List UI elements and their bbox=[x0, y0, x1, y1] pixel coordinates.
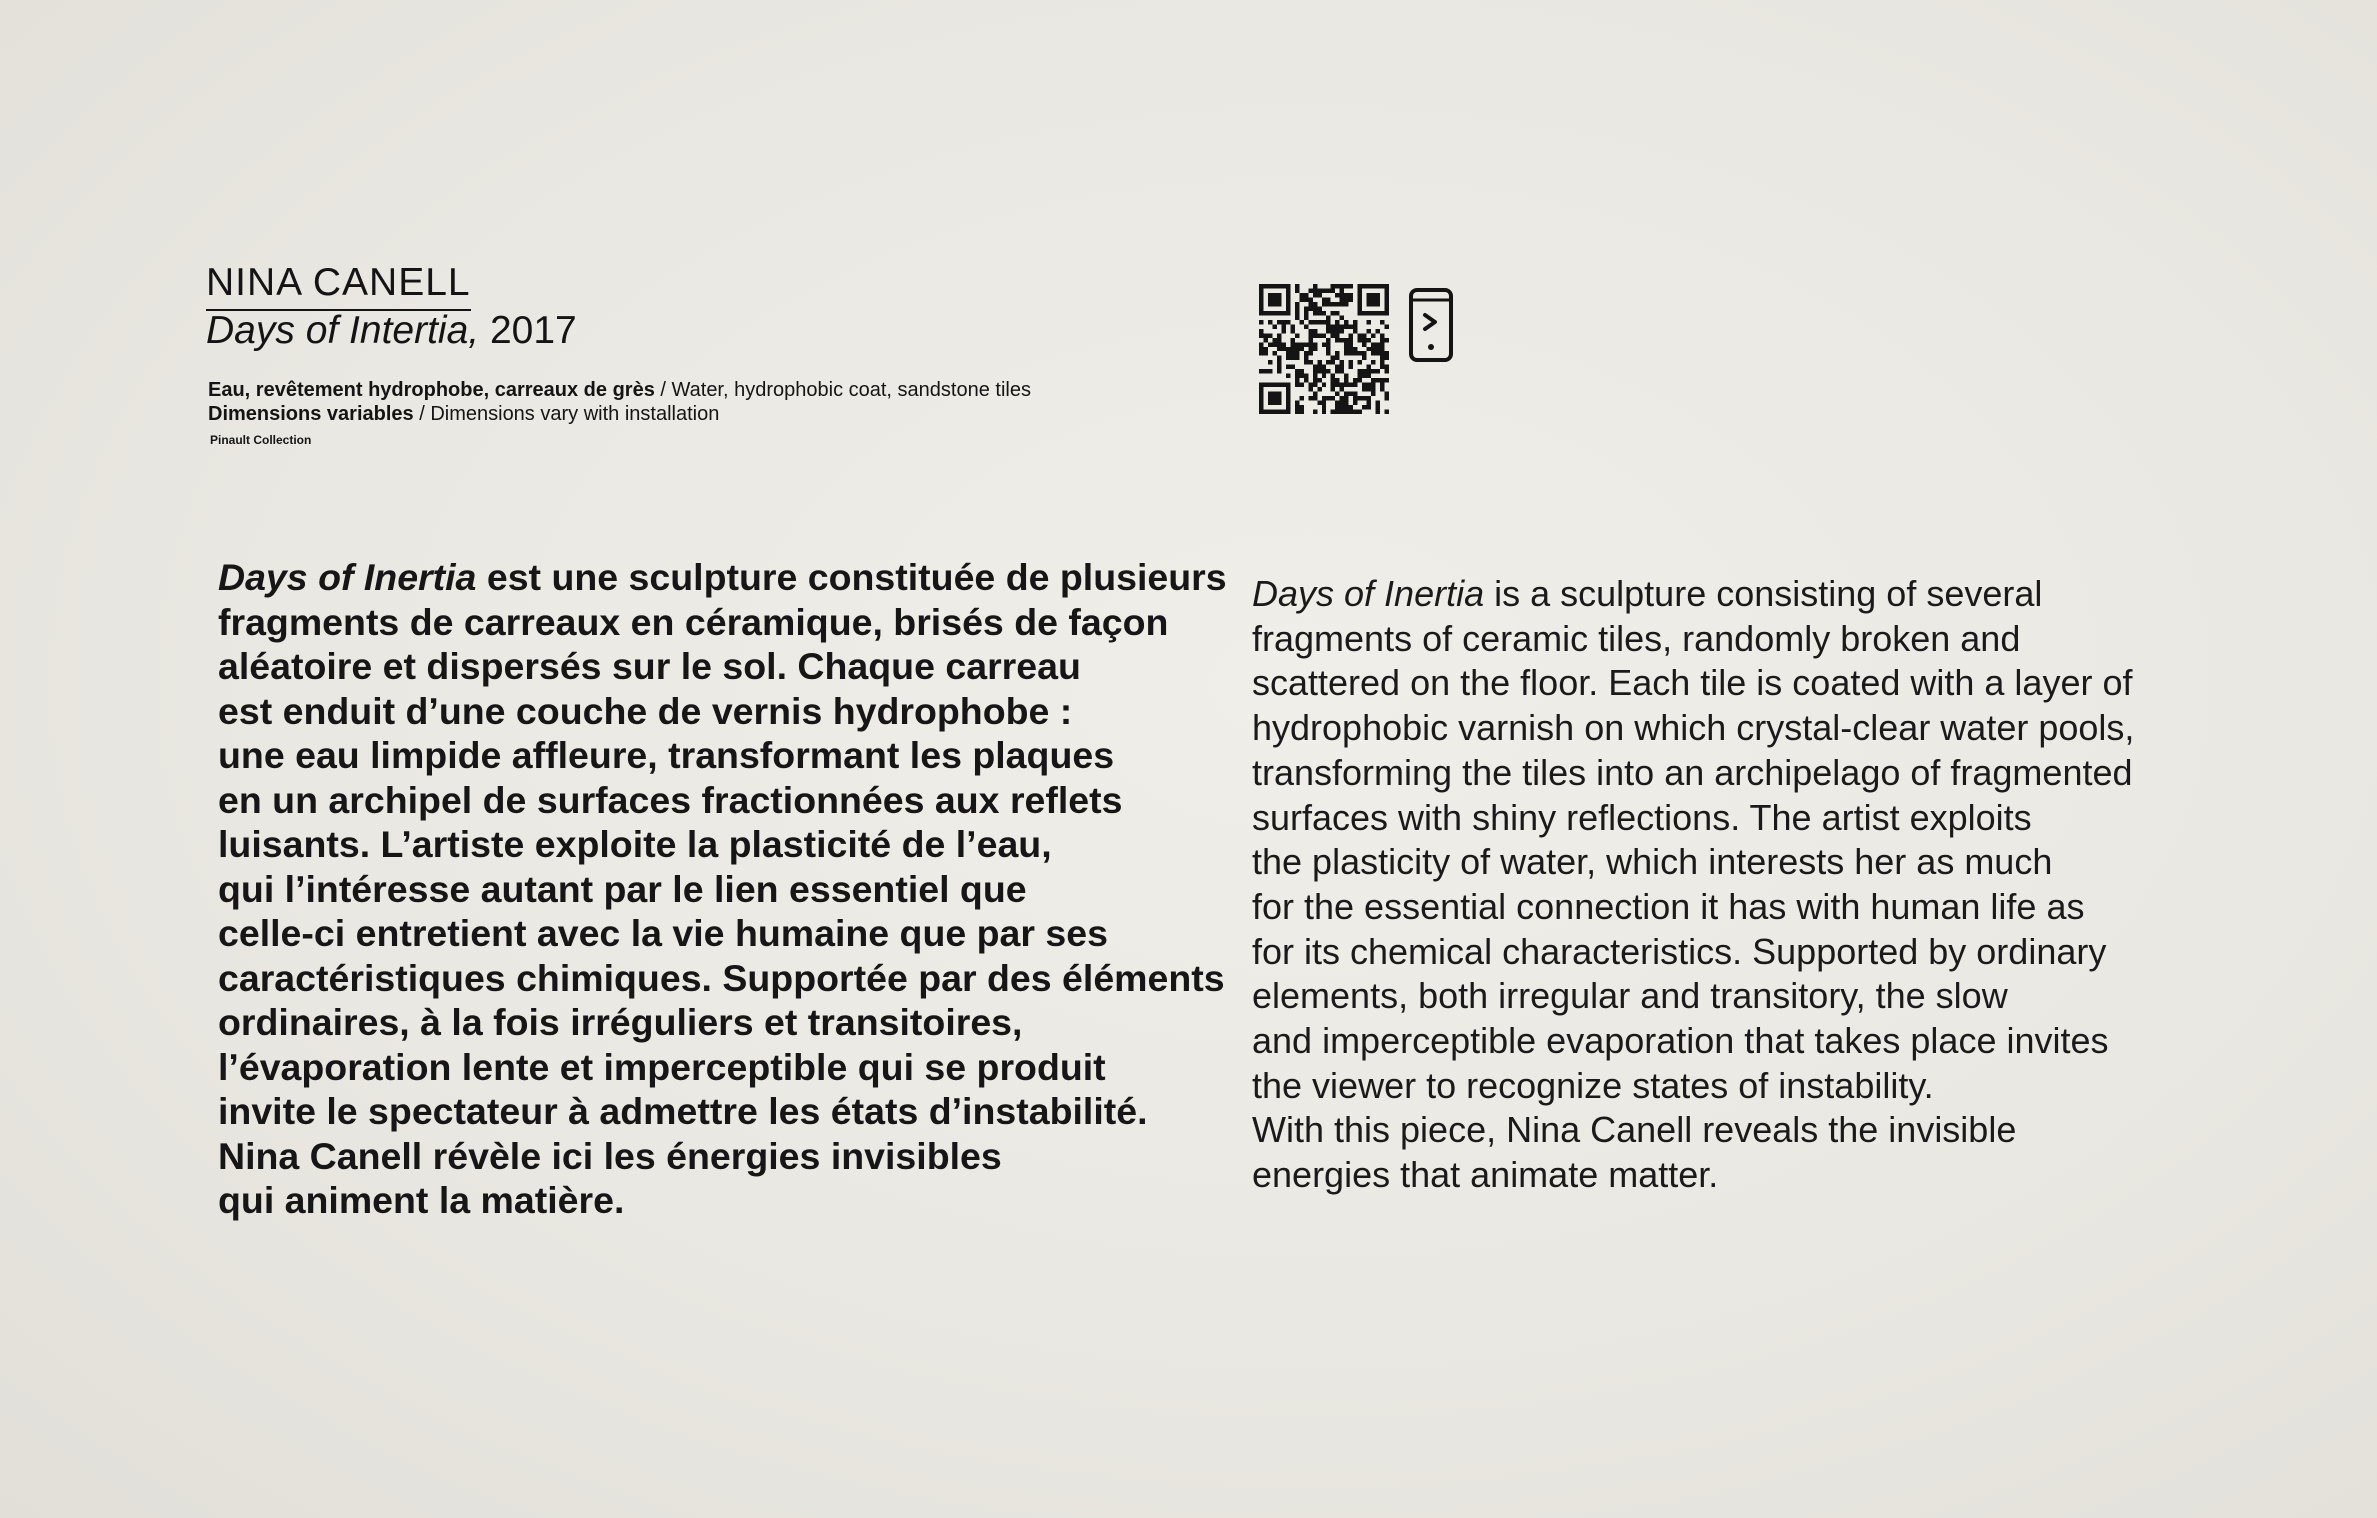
materials-line bbox=[208, 378, 1031, 402]
english-line: the plasticity of water, which interests her as much bbox=[1252, 841, 2053, 883]
english-line: for the essential connection it has with human life as bbox=[1252, 885, 2085, 927]
artwork-title-italic: Days of Intertia, bbox=[206, 309, 480, 352]
collection-credit: Pinault Collection bbox=[210, 433, 312, 447]
english-line: elements, both irregular and transitory, the slow bbox=[1252, 975, 2008, 1017]
english-line: for its chemical characteristics. Supported by ordinary bbox=[1252, 930, 2107, 972]
english-line: the viewer to recognize states of instability. bbox=[1252, 1064, 1934, 1106]
artwork-year: 2017 bbox=[479, 309, 577, 352]
french-description bbox=[218, 555, 1227, 1223]
french-line: ordinaires, à la fois irréguliers et transitoires, bbox=[218, 1001, 1023, 1043]
french-line: luisants. L’artiste exploite la plasticité de l’eau, bbox=[218, 823, 1052, 865]
dimensions-en: / Dimensions vary with installation bbox=[413, 403, 720, 425]
french-title-italic: Days of Inertia bbox=[218, 556, 477, 598]
french-line: Nina Canell révèle ici les énergies invisibles bbox=[218, 1134, 1002, 1177]
dimensions-fr: Dimensions variables bbox=[208, 403, 414, 425]
french-line: en un archipel de surfaces fractionnées aux reflets bbox=[218, 778, 1123, 821]
english-line bbox=[1252, 572, 2134, 617]
english-line: fragments of ceramic tiles, randomly broken and bbox=[1252, 617, 2021, 659]
english-line: transforming the tiles into an archipelago of fragmented bbox=[1252, 751, 2133, 793]
french-line: fragments de carreaux en céramique, brisés de façon bbox=[218, 600, 1169, 643]
french-line: caractéristiques chimiques. Supportée par des éléments bbox=[218, 956, 1225, 999]
qr-code-icon[interactable] bbox=[1257, 284, 1391, 414]
english-line: and imperceptible evaporation that takes place invites bbox=[1252, 1020, 2109, 1062]
english-line: scattered on the floor. Each tile is coated with a layer of bbox=[1252, 662, 2133, 704]
english-line: energies that animate matter. bbox=[1252, 1154, 1719, 1196]
english-line: With this piece, Nina Canell reveals the invisible bbox=[1252, 1109, 2017, 1151]
artwork-title bbox=[206, 310, 577, 353]
dimensions-line bbox=[208, 402, 719, 426]
english-description bbox=[1252, 572, 2134, 1198]
smartphone-arrow-icon bbox=[1408, 287, 1454, 363]
french-line: invite le spectateur à admettre les états d’instabilité. bbox=[218, 1090, 1148, 1132]
english-line-rest: is a sculpture consisting of several bbox=[1484, 573, 2043, 614]
materials-fr: Eau, revêtement hydrophobe, carreaux de grès bbox=[208, 379, 655, 401]
french-line: aléatoire et dispersés sur le sol. Chaque carreau bbox=[218, 645, 1081, 687]
english-line: hydrophobic varnish on which crystal-clear water pools, bbox=[1252, 707, 2135, 749]
french-line: qui animent la matière. bbox=[218, 1179, 625, 1221]
french-line-rest: est une sculpture constituée de plusieurs bbox=[476, 556, 1227, 598]
french-line: est enduit d’une couche de vernis hydrophobe : bbox=[218, 689, 1073, 732]
french-line bbox=[218, 555, 1227, 600]
english-title-italic: Days of Inertia bbox=[1252, 573, 1485, 614]
artist-name: NINA CANELL bbox=[206, 262, 471, 311]
french-line: qui l’intéresse autant par le lien essentiel que bbox=[218, 867, 1027, 910]
french-line: celle-ci entretient avec la vie humaine que par ses bbox=[218, 912, 1108, 954]
french-line: l’évaporation lente et imperceptible qui se produit bbox=[218, 1045, 1106, 1088]
french-line: une eau limpide affleure, transformant les plaques bbox=[218, 734, 1115, 776]
materials-en: / Water, hydrophobic coat, sandstone tiles bbox=[654, 379, 1031, 401]
english-line: surfaces with shiny reflections. The artist exploits bbox=[1252, 796, 2032, 838]
